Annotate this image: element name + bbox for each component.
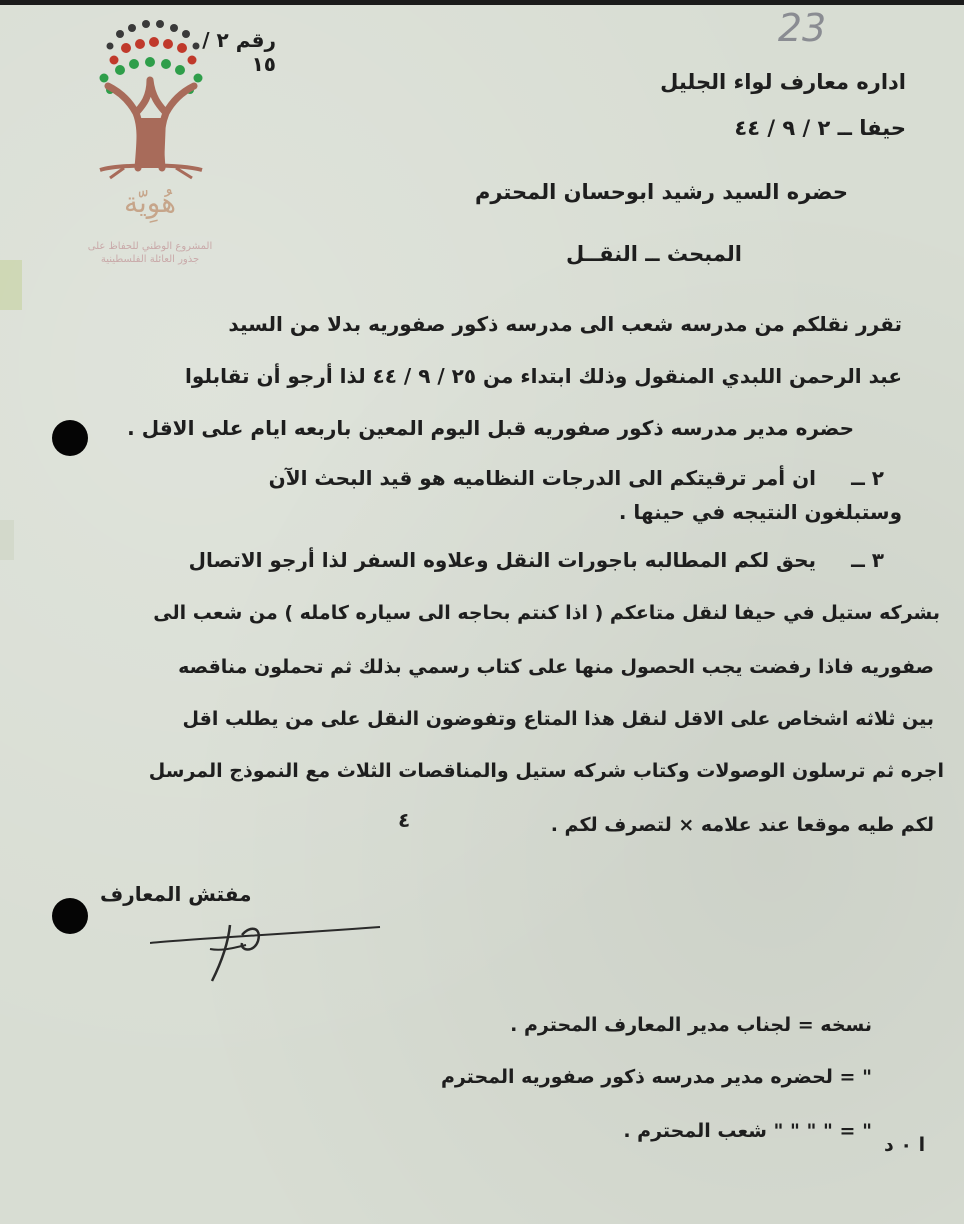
item-3-line: بين ثلاثه اشخاص على الاقل لنقل هذا المتاع وتفوضون النقل على من يطلب اقل [182,708,934,730]
item-3-line: صفوريه فاذا رفضت يجب الحصول منها على كتاب رسمي بذلك ثم تحملون مناقصه [178,656,934,678]
body-line: عبد الرحمن اللبدي المنقول وذلك ابتداء من ٢٥ / ٩ / ٤٤ لذا أرجو أن تقابلوا [185,364,902,388]
item-3-number: ٣ ــ [851,548,884,572]
item-3-line: يحق لكم المطالبه باجورات النقل وعلاوه السفر لذا أرجو الاتصال [188,548,816,572]
scan-edge-stain [0,260,22,310]
item-2-number: ٢ ــ [851,466,884,490]
item-2-line: ان أمر ترقيتكم الى الدرجات النظاميه هو قيد البحث الآن [268,466,816,490]
scan-edge-top [0,0,964,5]
copy-line: " = " " " " شعب المحترم . [623,1120,872,1142]
reference-number: رقم ٢ / ١٥ [202,28,276,76]
family-tree-icon [80,18,220,188]
item-3-end-mark: ٤ [398,808,411,832]
item-3-line: لكم طيه موقعا عند علامه × لتصرف لكم . [550,814,934,836]
item-3-line: بشركه ستيل في حيفا لنقل متاعكم ( اذا كنتم بحاجه الى سياره كامله ) من شعب الى [153,602,940,624]
signature-title: مفتش المعارف [100,882,252,906]
copy-line: نسخه = لجناب مدير المعارف المحترم . [510,1014,872,1036]
handwritten-signature [150,905,390,995]
subject: المبحث ــ النقــل [566,242,742,266]
scan-edge-stain [0,520,14,560]
item-2-line: وستبلغون النتيجه في حينها . [618,500,902,524]
body-line: تقرر نقلكم من مدرسه شعب الى مدرسه ذكور صفوريه بدلا من السيد [228,312,902,336]
item-3-line: اجره ثم ترسلون الوصولات وكتاب شركه ستيل والمناقصات الثلاث مع النموذج المرسل [148,760,944,782]
recipient: حضره السيد رشيد ابوحسان المحترم [474,180,848,204]
punch-hole [52,898,88,934]
page-number-pencil: 23 [777,6,827,50]
logo-subtitle-line: جذور العائلة الفلسطينية [100,254,200,265]
typist-initials: ا ٠ د [884,1134,926,1156]
copy-line: " = لحضره مدير مدرسه ذكور صفوريه المحترم [440,1066,872,1088]
body-line: حضره مدير مدرسه ذكور صفوريه قبل اليوم المعين باربعه ايام على الاقل . [127,416,854,440]
logo-subtitle-line: المشروع الوطني للحفاظ على [87,241,213,252]
office-name: اداره معارف لواء الجليل [660,70,906,94]
punch-hole [52,420,88,456]
logo-subtitle [80,240,220,266]
place-date: حيفا ــ ٢ / ٩ / ٤٤ [734,116,906,140]
hawiya-logo [80,18,220,268]
logo-name: هُوِيّة [123,186,177,219]
